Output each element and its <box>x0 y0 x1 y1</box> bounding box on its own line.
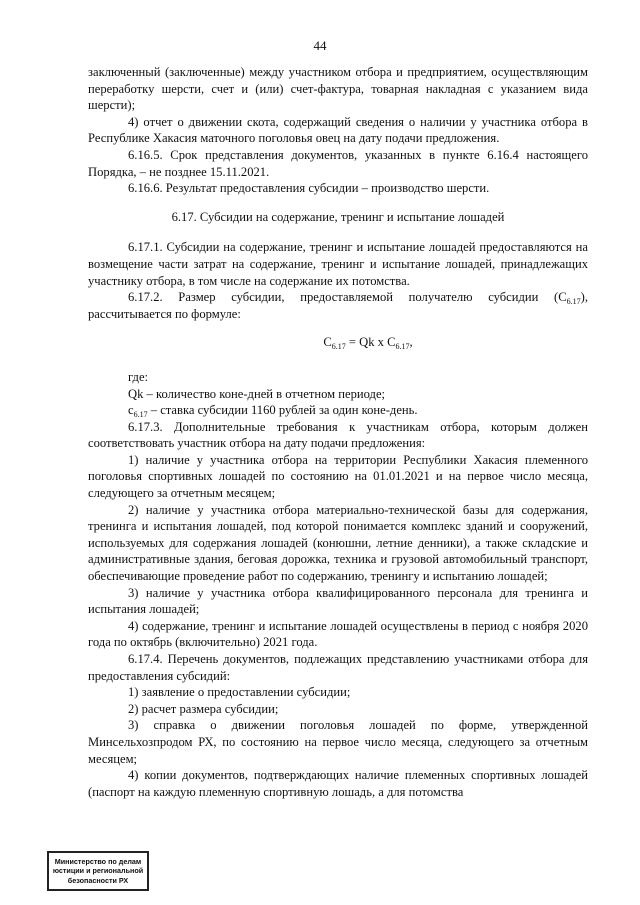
paragraph: 6.17.3. Дополнительные требования к участникам отбора, которым должен соответствовать участник отбора на дату подачи предложения: <box>88 419 588 451</box>
stamp-line: Министерство по делам <box>54 856 142 866</box>
paragraph: 6.16.6. Результат предоставления субсидии – производство шерсти. <box>128 181 490 196</box>
paragraph: 6.17.2. Размер субсидии, предоставляемой получателю субсидии $(С_{6.17})$, рассчитывается по формуле: <box>88 290 588 321</box>
stamp-line: безопасности РХ <box>67 875 129 885</box>
document-body <box>88 64 588 800</box>
paragraph: 2) наличие у участника отбора материально-технической базы для содержания, тренинга и испытания лошадей, под которой понимается комплекс зданий и сооружений, используемых для содержания лошадей (конюшни, летние денники), а также складские и административные здания, беговая дорожка, техника и грузовой автомобильный транспорт, обеспечивающие проведение работ по содержанию, тренингу и испытанию лошадей; <box>88 502 588 584</box>
paragraph: 2) расчет размера субсидии; <box>128 701 279 716</box>
paragraph: 4) отчет о движении скота, содержащий сведения о наличии у участника отбора в Республике Хакасия маточного поголовья овец на дату подачи предложения. <box>88 114 588 146</box>
paragraph: 1) наличие у участника отбора на территории Республики Хакасия племенного поголовья спортивных лошадей по состоянию на 01.01.2021 и на первое число месяца, следующего за отчетным месяцем; <box>88 452 588 501</box>
paragraph: 6.17.4. Перечень документов, подлежащих представлению участниками отбора для предоставления субсидий: <box>88 652 588 683</box>
paragraph: 4) содержание, тренинг и испытание лошадей осуществлены в период с ноября 2020 года по октябрь (включительно) 2021 года. <box>88 618 588 650</box>
paragraph: 3) справка о движении поголовья лошадей по форме, утвержденной Минсельхозпродом РХ, по состоянию на первое число месяца, следующего за отчетным месяцем; <box>88 718 588 766</box>
paragraph: где: <box>128 369 149 384</box>
formula: $С_{6.17} = Qk$ х $С_{6.17}$, <box>323 335 413 352</box>
paragraph: $с_{6.17}$ – ставка субсидии 1160 рублей за один коне-день. <box>128 403 418 420</box>
paragraph: 6.17.1. Субсидии на содержание, тренинг и испытание лошадей предоставляются на возмещение части затрат на содержание, тренинг и испытание лошадей, принадлежащих участнику отбора, в том числе на содержание их потомства. <box>88 240 588 288</box>
paragraph: 3) наличие у участника отбора квалифицированного персонала для тренинга и испытания лошадей; <box>88 585 588 617</box>
paragraph: 6.16.5. Срок представления документов, указанных в пункте 6.16.4 настоящего Порядка, – не позднее 15.11.2021. <box>88 147 588 179</box>
paragraph: заключенный (заключенные) между участником отбора и предприятием, осуществляющим переработку шерсти, счет и (или) счет-фактура, товарная накладная с указанием вида шерсти); <box>88 65 588 113</box>
section-heading: 6.17. Субсидии на содержание, тренинг и испытание лошадей <box>171 209 505 224</box>
ministry-stamp <box>47 851 149 891</box>
paragraph: 4) копии документов, подтверждающих наличие племенных спортивных лошадей (паспорт на каждую племенную спортивную лошадь, а для потомства <box>88 768 588 799</box>
stamp-line: юстиции и региональной <box>52 866 144 876</box>
paragraph: 1) заявление о предоставлении субсидии; <box>128 685 351 700</box>
page-number: 44 <box>313 38 327 53</box>
paragraph: Qk – количество коне-дней в отчетном периоде; <box>128 386 386 401</box>
